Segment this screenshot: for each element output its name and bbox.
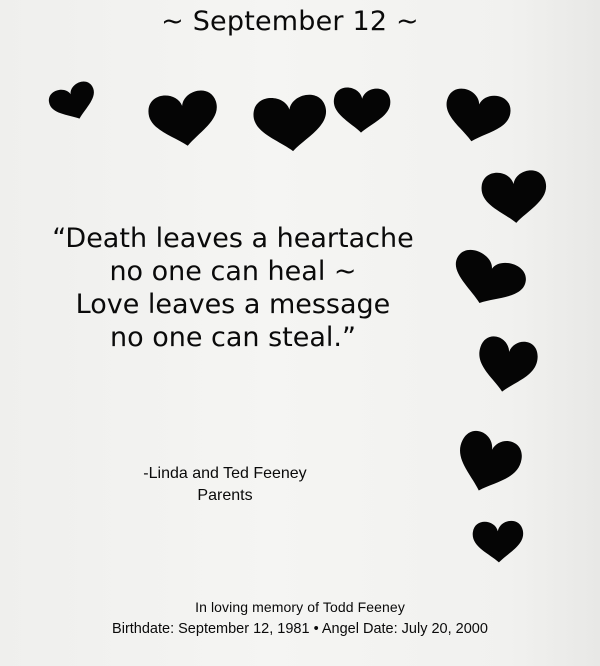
memorial-dedication: In loving memory of Todd Feeney	[195, 599, 405, 615]
quote-line: no one can steal.”	[109, 322, 356, 353]
memorial-dates: Birthdate: September 12, 1981 • Angel Date: July 20, 2000	[112, 621, 488, 637]
heart-icon	[46, 79, 101, 127]
heart-icon	[146, 88, 221, 150]
heart-icon	[333, 87, 391, 133]
quote-block	[18, 222, 448, 354]
quote-line: “Death leaves a heartache	[52, 223, 414, 254]
attribution-names: -Linda and Ted Feeney	[143, 465, 307, 482]
heart-icon	[480, 169, 548, 225]
attribution-relation: Parents	[197, 487, 253, 504]
heart-icon	[445, 245, 530, 315]
quote-line: no one can heal ~	[109, 256, 357, 287]
heart-icon	[473, 334, 540, 396]
page-title: ~ September 12 ~	[161, 6, 419, 37]
heart-icon	[449, 427, 526, 500]
heart-icon	[440, 86, 514, 148]
quote-line: Love leaves a message	[75, 289, 391, 320]
attribution	[100, 463, 350, 507]
heart-icon	[472, 520, 524, 563]
heart-icon	[252, 93, 329, 154]
memorial-footer	[0, 596, 600, 640]
